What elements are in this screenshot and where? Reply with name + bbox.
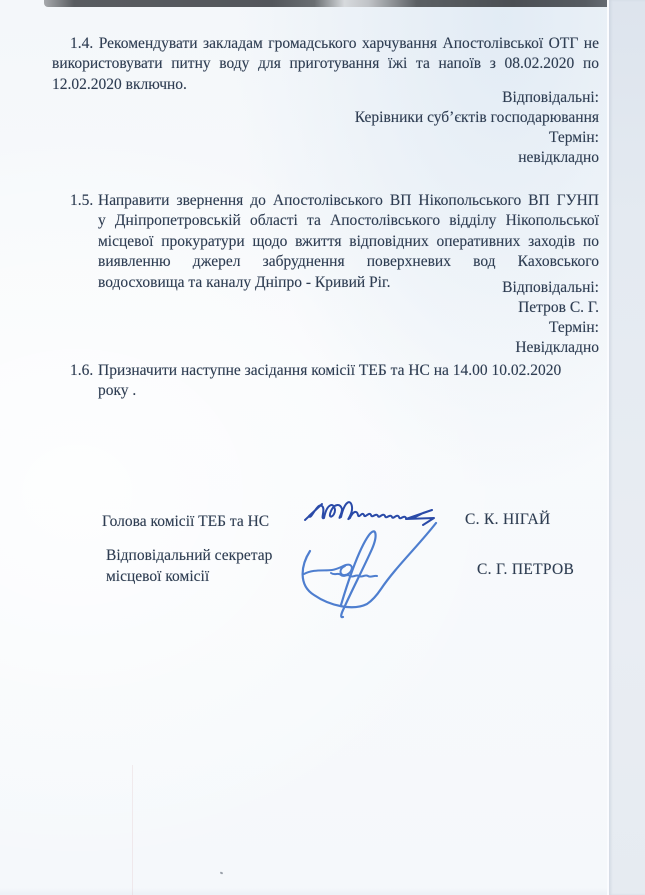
text-line: виявленню джерел забруднення поверхневих вод Каховського [98,253,599,271]
list-number-1-5: 1.5. [70,192,94,209]
text-line: Невідкладно [515,339,599,357]
signature-ink-petrov [303,523,436,617]
text-line: Петров С. Г. [518,299,599,317]
scan-right-edge-strip [607,0,645,895]
signature-row1-label: Голова комісії ТЕБ та НС [102,513,270,530]
text-line: Направити звернення до Апостолівського ВП Нікопольського ВП ГУНП [98,192,599,209]
signature-row1-name: С. К. НІГАЙ [465,511,551,528]
text-line: 1.4. Рекомендувати закладам громадського харчування Апостолівської ОТГ не [70,35,599,52]
scan-top-edge-artifact [44,0,645,7]
scan-bottom-band [0,888,607,895]
text-line: Відповідальні: [502,279,599,296]
paragraph-1-4 [52,34,599,95]
signatures-svg [293,494,445,628]
text-line: використовувати питну воду для приготування їжі та напоїв з 08.02.2020 по [52,55,599,73]
signature-row2-label [106,546,272,587]
responsible-block-b [52,278,599,358]
text-line: Керівники суб’єктів господарювання [354,109,599,127]
scan-speck-artifact [220,872,224,875]
signature-ink-nigay [305,502,434,525]
text-line: у Дніпропетровській області та Апостолівського відділу Нікопольської [98,212,599,230]
text-line: невідкладно [518,149,599,167]
list-number-1-6: 1.6. [70,362,94,379]
text-line: водосховища та каналу Дніпро - Кривий Ріг. [98,273,391,291]
responsible-block-a [52,88,599,168]
text-line: Відповідальні: [502,89,599,106]
paragraph-1-6 [52,361,599,402]
text-line: року . [98,382,137,400]
signature-row2-label-line2: місцевої комісії [106,567,210,585]
text-line: Призначити наступне засідання комісії ТЕБ та НС на 14.00 10.02.2020 [98,362,562,379]
paragraph-1-6-text [98,361,599,402]
text-line: Термін: [549,129,599,147]
scan-streak-artifact [132,765,133,895]
text-line: місцевої прокуратури щодо вжиття відповідних оперативних заходів по [98,232,599,250]
signature-row2-name: С. Г. ПЕТРОВ [477,561,575,578]
text-line: Термін: [549,319,599,337]
text-line: 12.02.2020 включно. [52,75,187,93]
signature-row2-label-line1: Відповідальний секретар [106,547,273,564]
